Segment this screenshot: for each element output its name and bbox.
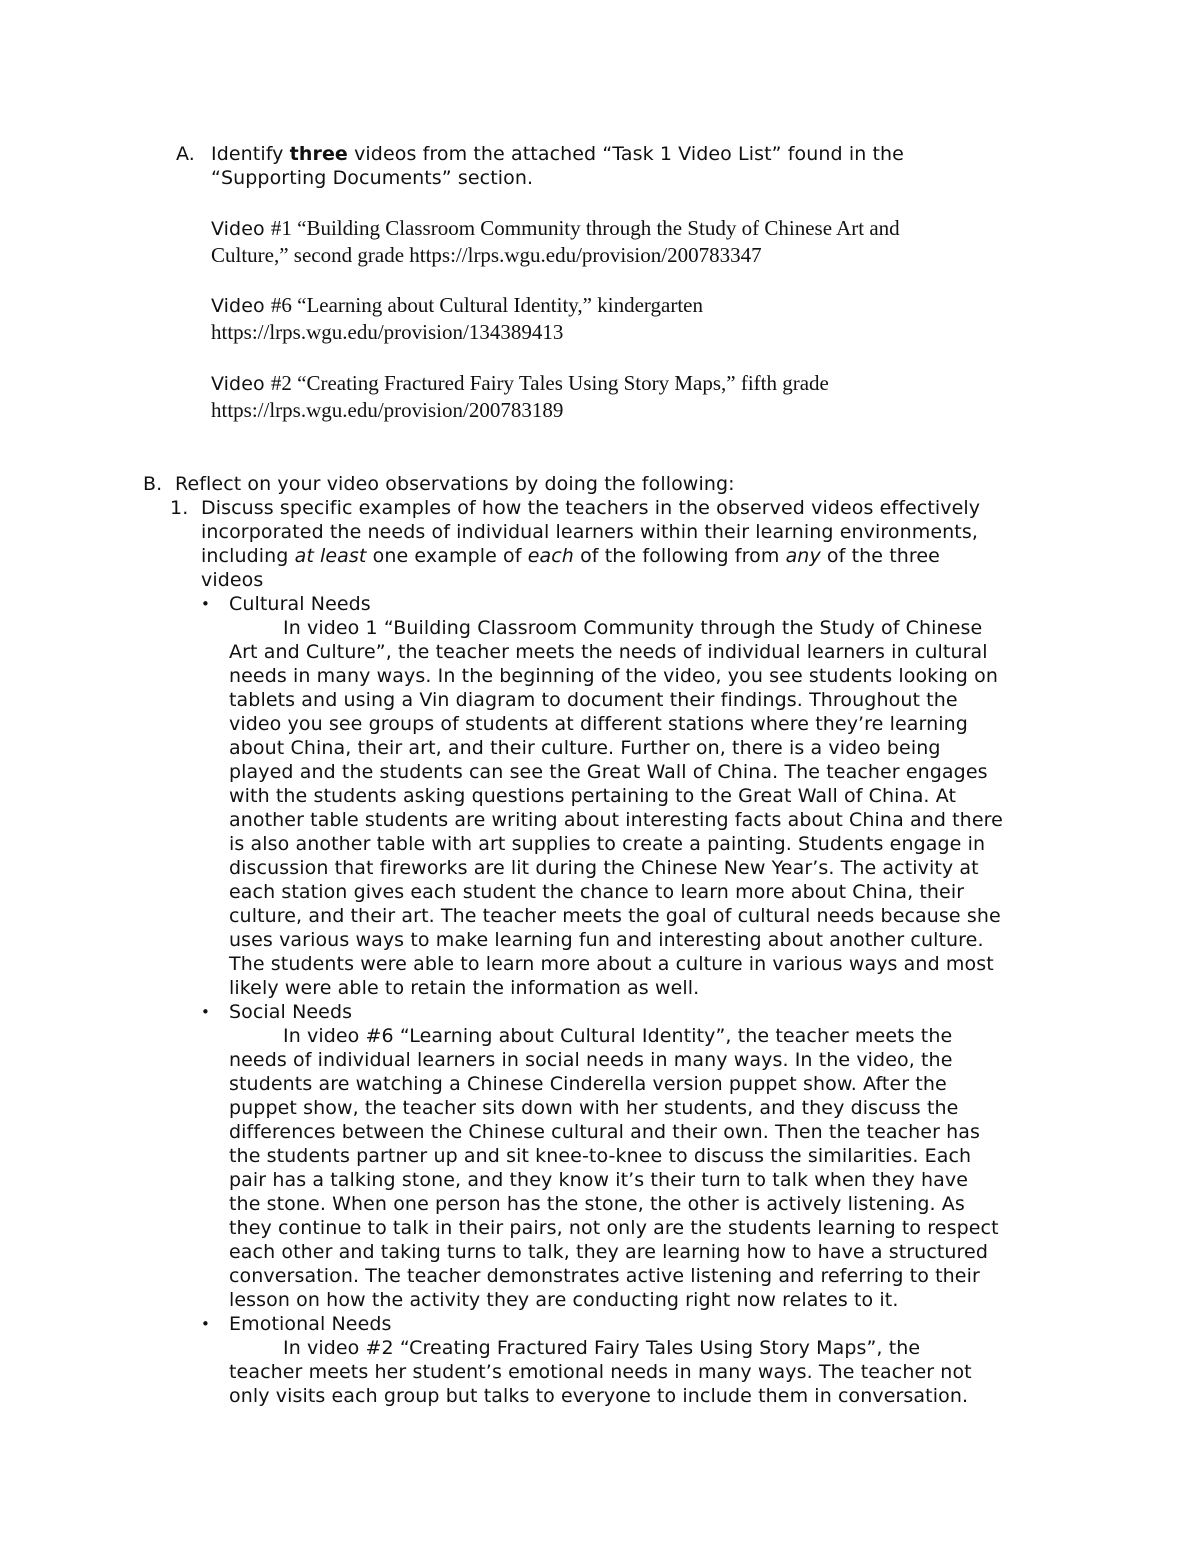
video-1-line-1: Video #1 “Building Classroom Community through the Study of Chinese Art and (211, 216, 900, 240)
social-line: each other and taking turns to talk, they are learning how to have a structured (229, 1241, 989, 1263)
social-line: puppet show, the teacher sits down with her students, and they discuss the (229, 1097, 959, 1119)
cultural-line: video you see groups of students at different stations where they’re learning (229, 713, 968, 735)
social-line: In video #6 “Learning about Cultural Identity”, the teacher meets the (283, 1025, 953, 1047)
video-2-line-1: Video #2 “Creating Fractured Fairy Tales Using Story Maps,” fifth grade (211, 371, 829, 395)
cultural-line: about China, their art, and their culture. Further on, there is a video being (229, 737, 941, 759)
cultural-line: discussion that fireworks are lit during the Chinese New Year’s. The activity at (229, 857, 979, 879)
item-1-line-3: including at least one example of each of the following from any of the three (201, 545, 940, 567)
social-line: pair has a talking stone, and they know it’s their turn to talk when they have (229, 1169, 969, 1191)
video-1-line-2: Culture,” second grade https://lrps.wgu.edu/provision/200783347 (211, 243, 762, 267)
cultural-line: In video 1 “Building Classroom Community through the Study of Chinese (283, 617, 983, 639)
social-line: conversation. The teacher demonstrates active listening and referring to their (229, 1265, 980, 1287)
cultural-line: is also another table with art supplies to create a painting. Students engage in (229, 833, 986, 855)
cultural-line: each station gives each student the chance to learn more about China, their (229, 881, 965, 903)
bullet-icon: • (201, 595, 210, 613)
cultural-line: played and the students can see the Great Wall of China. The teacher engages (229, 761, 988, 783)
video-2-line-2: https://lrps.wgu.edu/provision/200783189 (211, 398, 564, 422)
section-a-marker: A. (176, 143, 195, 165)
social-line: the stone. When one person has the stone, the other is actively listening. As (229, 1193, 965, 1215)
social-line: they continue to talk in their pairs, not only are the students learning to respect (229, 1217, 999, 1239)
section-a-line-2: “Supporting Documents” section. (211, 167, 534, 189)
cultural-line: The students were able to learn more about a culture in various ways and most (229, 953, 994, 975)
cultural-line: uses various ways to make learning fun and interesting about another culture. (229, 929, 984, 951)
item-1-line-4: videos (201, 569, 264, 591)
cultural-line: culture, and their art. The teacher meets the goal of cultural needs because she (229, 905, 1001, 927)
bullet-icon: • (201, 1315, 210, 1333)
cultural-line: needs in many ways. In the beginning of the video, you see students looking on (229, 665, 998, 687)
item-1-line-2: incorporated the needs of individual learners within their learning environments, (201, 521, 978, 543)
emotional-line: In video #2 “Creating Fractured Fairy Tales Using Story Maps”, the (283, 1337, 921, 1359)
bullet-icon: • (201, 1003, 210, 1021)
video-6-line-2: https://lrps.wgu.edu/provision/134389413 (211, 320, 564, 344)
cultural-line: with the students asking questions pertaining to the Great Wall of China. At (229, 785, 957, 807)
cultural-line: another table students are writing about interesting facts about China and there (229, 809, 1003, 831)
item-1-marker: 1. (170, 497, 189, 519)
cultural-line: likely were able to retain the information as well. (229, 977, 700, 999)
section-a-line-1: Identify three videos from the attached “Task 1 Video List” found in the (211, 143, 904, 165)
cultural-needs-title: Cultural Needs (229, 593, 371, 615)
item-1-line-1: Discuss specific examples of how the teachers in the observed videos effectively (201, 497, 981, 519)
section-b-heading: Reflect on your video observations by doing the following: (175, 473, 735, 495)
emphasis-three: three (289, 143, 348, 165)
emotional-line: teacher meets her student’s emotional needs in many ways. The teacher not (229, 1361, 972, 1383)
social-line: lesson on how the activity they are conducting right now relates to it. (229, 1289, 899, 1311)
cultural-line: tablets and using a Vin diagram to document their findings. Throughout the (229, 689, 958, 711)
video-6-line-1: Video #6 “Learning about Cultural Identity,” kindergarten (211, 293, 703, 317)
social-needs-title: Social Needs (229, 1001, 353, 1023)
social-line: needs of individual learners in social needs in many ways. In the video, the (229, 1049, 953, 1071)
social-line: the students partner up and sit knee-to-knee to discuss the similarities. Each (229, 1145, 972, 1167)
social-line: students are watching a Chinese Cinderella version puppet show. After the (229, 1073, 947, 1095)
section-b-marker: B. (143, 473, 163, 495)
social-line: differences between the Chinese cultural and their own. Then the teacher has (229, 1121, 981, 1143)
emotional-needs-title: Emotional Needs (229, 1313, 392, 1335)
emotional-line: only visits each group but talks to everyone to include them in conversation. (229, 1385, 969, 1407)
cultural-line: Art and Culture”, the teacher meets the needs of individual learners in cultural (229, 641, 988, 663)
